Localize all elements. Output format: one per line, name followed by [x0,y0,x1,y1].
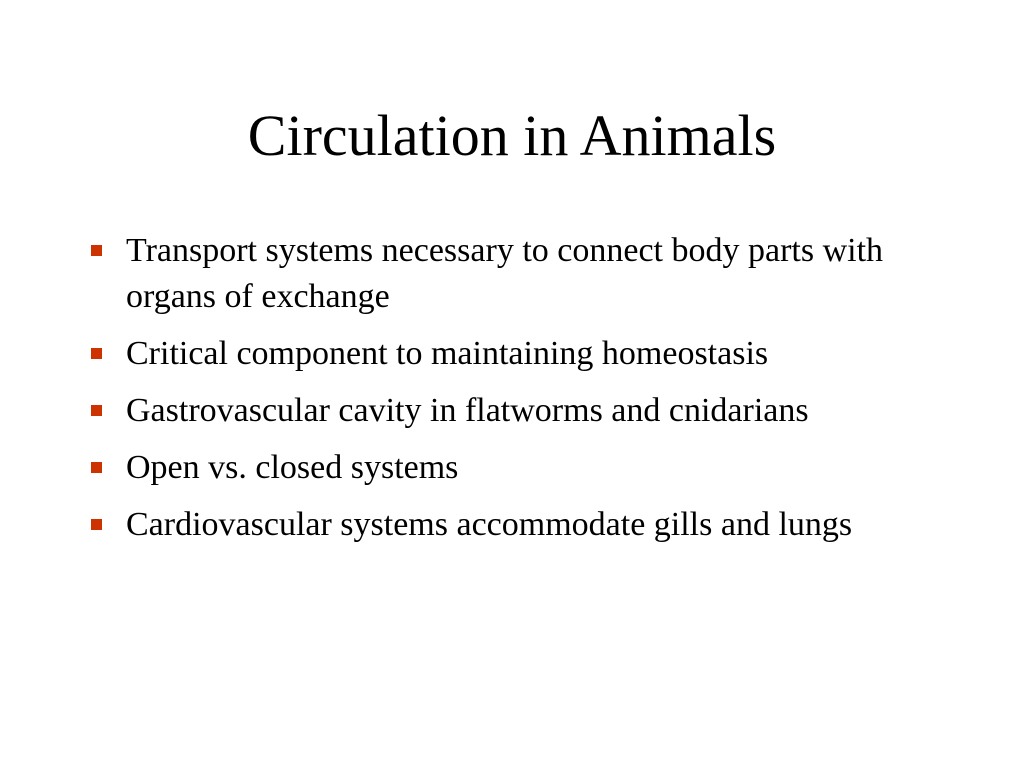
square-bullet-icon [91,462,102,473]
bullet-text: Critical component to maintaining homeostasis [126,335,769,372]
bullet-item [88,331,948,377]
bullet-item [88,502,948,548]
square-bullet-icon [91,405,102,416]
bullet-text: Open vs. closed systems [126,449,459,486]
bullet-item [88,228,948,320]
square-bullet-icon [91,519,102,530]
bullet-text: Gastrovascular cavity in flatworms and cnidarians [126,392,809,429]
bullet-list [88,228,948,559]
bullet-text: Cardiovascular systems accommodate gills and lungs [126,506,853,543]
bullet-text: Transport systems necessary to connect body parts with organs of exchange [126,232,884,315]
bullet-item [88,388,948,434]
slide-title: Circulation in Animals [247,103,777,168]
square-bullet-icon [91,245,102,256]
square-bullet-icon [91,348,102,359]
bullet-item [88,445,948,491]
